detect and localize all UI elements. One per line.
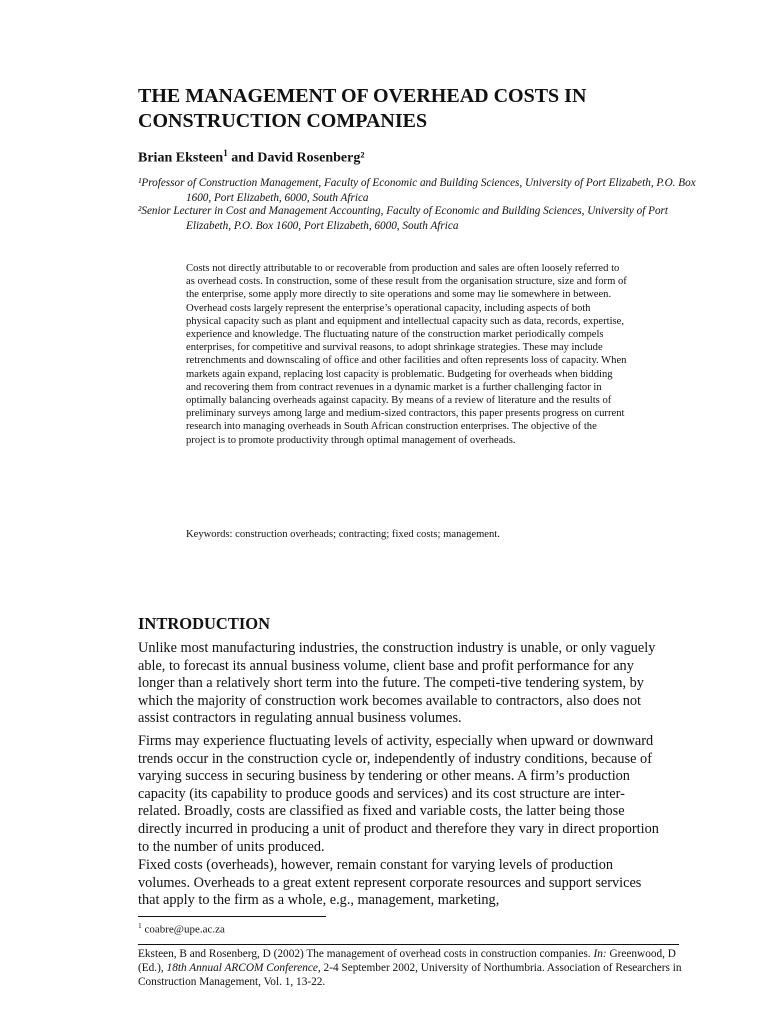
citation-conference: 18th Annual ARCOM Conference [166, 962, 318, 974]
footnote-marker: 1 [138, 921, 142, 930]
author-1-superscript: 1 [223, 148, 228, 158]
author-2-name: David Rosenberg² [257, 150, 365, 166]
keywords: Keywords: construction overheads; contracting; fixed costs; management. [186, 529, 500, 540]
author-1-name: Brian Eksteen [138, 150, 224, 166]
introduction-paragraph: Firms may experience fluctuating levels of activity, especially when upward or downward trends occur in the construction cycle or, independently of industry conditions, because of varying success in securing business by tendering or other means. A firm’s production capacity (its capability to produce goods and services) and its cost structure are inter-related. Broadly, costs are classified as fixed and variable costs, the latter being those directly incurred in producing a unit of product and therefore they vary in direct proportion to the number of units produced. [138, 733, 659, 855]
citation-in-label: In: [593, 948, 607, 960]
citation-authors-title: Eksteen, B and Rosenberg, D (2002) The management of overhead costs in construction companies. [138, 948, 594, 960]
citation-editor: Greenwood, D (Ed.), [138, 948, 679, 974]
affiliation-2: ²Senior Lecturer in Cost and Management Accounting, Faculty of Economic and Building Sciences, University of Port Elizabeth, P.O. Box 1600, Port Elizabeth, 6000, South Africa [138, 205, 669, 232]
introduction-paragraph: Unlike most manufacturing industries, the construction industry is unable, or only vaguely able, to forecast its annual business volume, client base and profit performance for any longer than a relatively short term into the future. The competi-tive tendering system, by which the majority of construction work becomes available to contractors, also does not assist contractors in regulating annual business volumes. [138, 640, 656, 727]
footnote-divider [138, 916, 326, 917]
citation-publisher: , 2-4 September 2002, University of Northumbria. Association of Researchers in Construction Management, Vol. 1, 13-22. [138, 962, 682, 988]
citation-divider [138, 944, 679, 945]
citation [138, 947, 683, 989]
footnote-email: coabre@upe.ac.za [141, 923, 225, 936]
footnote [138, 919, 225, 937]
author-line [138, 144, 365, 168]
abstract: Costs not directly attributable to or recoverable from production and sales are often loosely referred to as overhead costs. In construction, some of these result from the organisation structure, size and form of the enterprise, some apply more directly to site operations and some may lie somewhere in between. Overhead costs largely represent the enterprise’s operational capacity, including aspects of both physical capacity such as plant and equipment and intellectual capacity such as data, records, expertise, experience and knowledge. The fluctuating nature of the construction market periodically compels enterprises, for competitive and survival reasons, to adopt shrinkage strategies. These may include retrenchments and downscaling of office and other facilities and often represents loss of capacity. When markets again expand, replacing lost capacity is problematic. Budgeting for overheads when bidding and recovering them from contract revenues in a dynamic market is a further challenging factor in optimally balancing overheads against capacity. By means of a review of literature and the results of preliminary surveys among large and medium-sized contractors, this paper presents progress on current research into managing overheads in South African construction enterprises. The objective of the project is to promote productivity through optimal management of overheads. [186, 263, 627, 446]
author-conjunction: and [227, 150, 258, 166]
paper-title: THE MANAGEMENT OF OVERHEAD COSTS IN CONSTRUCTION COMPANIES [138, 85, 587, 132]
introduction-paragraph: Fixed costs (overheads), however, remain constant for varying levels of production volumes. Overheads to a great extent represent corporate resources and support services that apply to the firm as a whole, e.g., management, marketing, [138, 857, 642, 909]
affiliation-1: ¹Professor of Construction Management, Faculty of Economic and Building Sciences, University of Port Elizabeth, P.O. Box 1600, Port Elizabeth, 6000, South Africa [138, 177, 696, 204]
introduction-heading: INTRODUCTION [138, 614, 271, 633]
